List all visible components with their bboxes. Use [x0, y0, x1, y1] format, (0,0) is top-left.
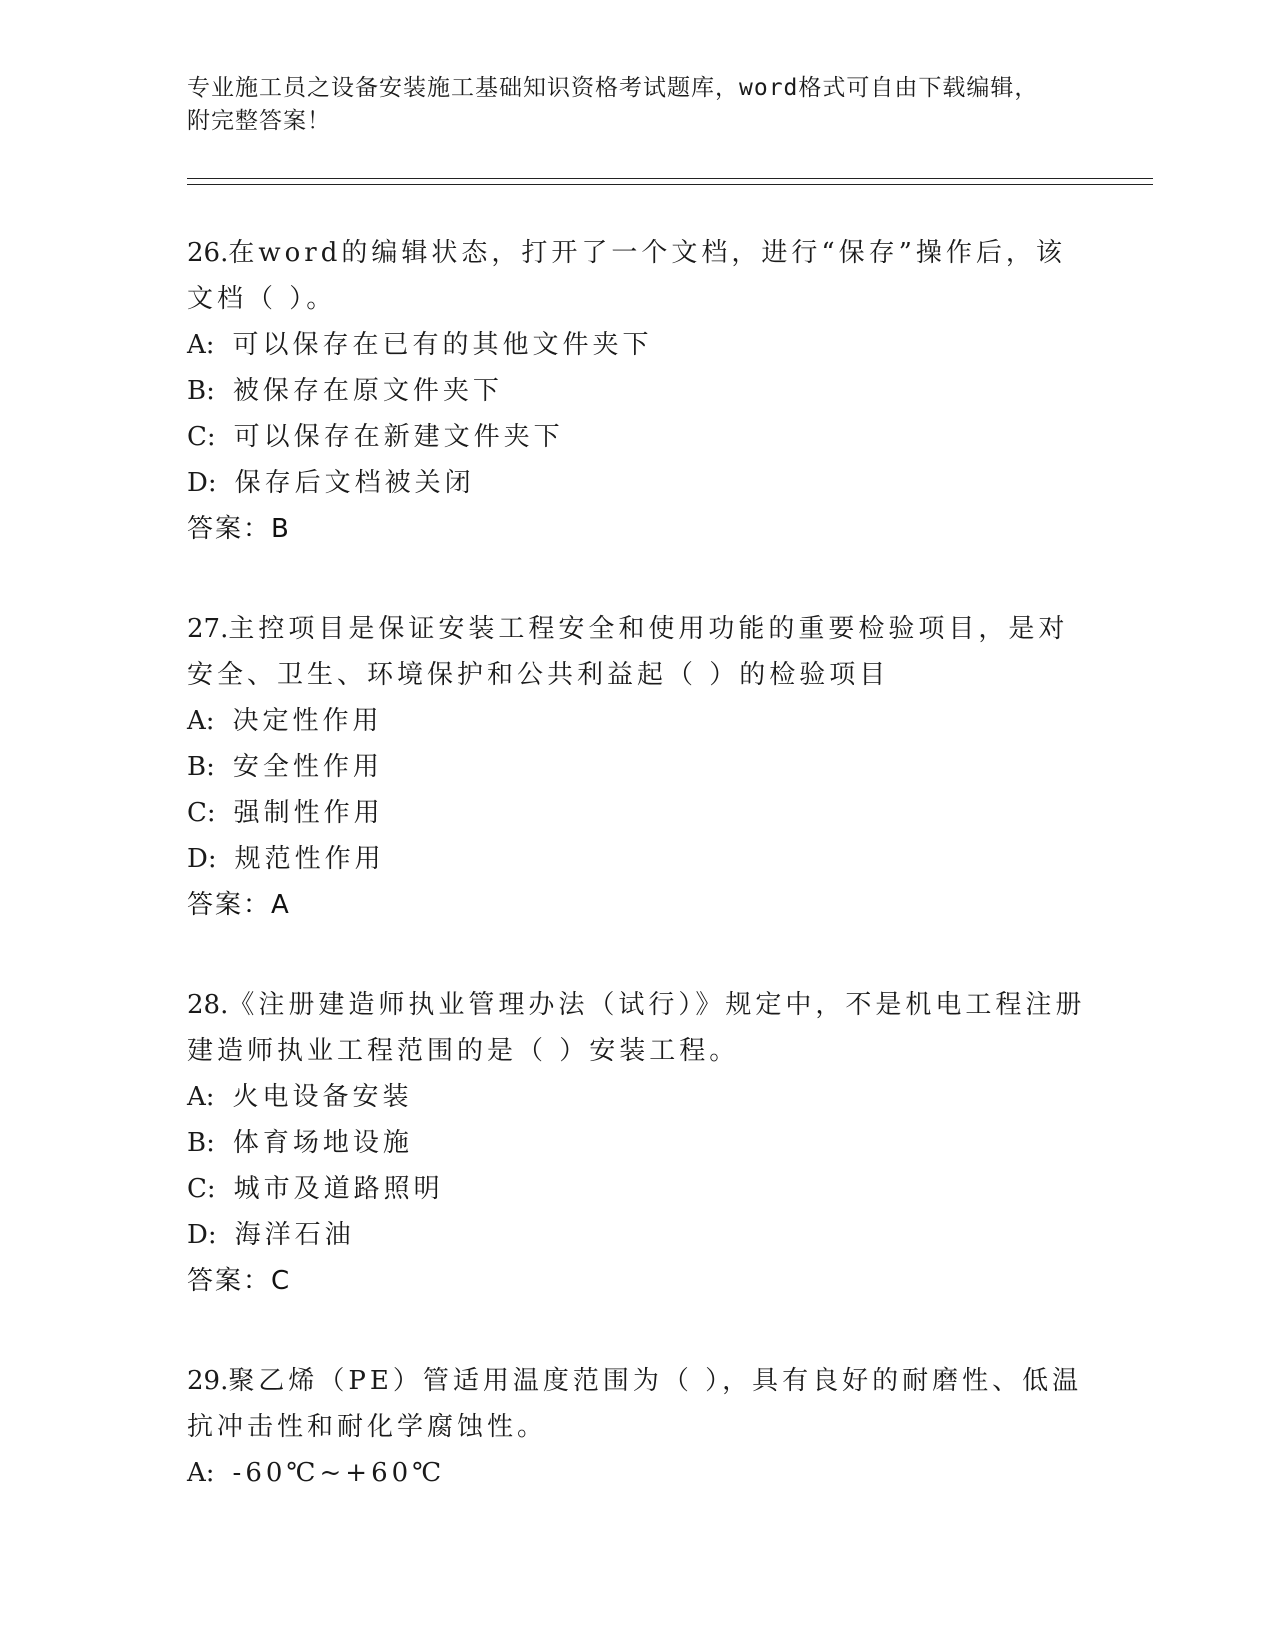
option-c — [187, 1166, 1087, 1212]
answer-line: 答案：A — [187, 890, 291, 920]
header-title-line-1: 专业施工员之设备安装施工基础知识资格考试题库，word格式可自由下载编辑， — [187, 75, 1039, 101]
option-text: 体育场地设施 — [232, 1128, 413, 1158]
option-text: 强制性作用 — [233, 798, 384, 828]
option-text: 被保存在原文件夹下 — [232, 376, 503, 406]
question-stem — [187, 1358, 1087, 1450]
option-text: 可以保存在已有的其他文件夹下 — [232, 330, 653, 360]
question-29 — [187, 1358, 1087, 1496]
question-text: 在word的编辑状态，打开了一个文档，进行“保存”操作后，该文档（ ）。 — [187, 238, 1066, 314]
option-c — [187, 414, 1087, 460]
option-b — [187, 368, 1087, 414]
option-key: B: — [187, 376, 215, 406]
answer-line: 答案：B — [187, 514, 291, 544]
option-key: A: — [187, 1458, 215, 1488]
option-key: A: — [187, 706, 215, 736]
header-divider-top — [187, 178, 1153, 179]
option-a — [187, 322, 1087, 368]
option-key: C: — [187, 798, 216, 828]
question-number: 26. — [187, 238, 229, 268]
option-d — [187, 836, 1087, 882]
option-text: 规范性作用 — [234, 844, 385, 874]
answer-line: 答案：C — [187, 1266, 292, 1296]
option-text: 城市及道路照明 — [233, 1174, 444, 1204]
question-stem — [187, 606, 1087, 698]
option-text: 保存后文档被关闭 — [234, 468, 475, 498]
question-number: 29. — [187, 1366, 229, 1396]
option-text: 决定性作用 — [232, 706, 383, 736]
question-27 — [187, 606, 1087, 928]
option-key: C: — [187, 1174, 216, 1204]
option-text: 海洋石油 — [234, 1220, 355, 1250]
option-key: A: — [187, 1082, 215, 1112]
option-b — [187, 744, 1087, 790]
option-key: C: — [187, 422, 216, 452]
option-d — [187, 460, 1087, 506]
option-key: A: — [187, 330, 215, 360]
header-divider-bottom — [187, 184, 1153, 185]
option-text: 火电设备安装 — [232, 1082, 413, 1112]
question-text: 主控项目是保证安装工程安全和使用功能的重要检验项目，是对安全、卫生、环境保护和公共利益起（ ）的检验项目 — [187, 614, 1069, 690]
option-a — [187, 1074, 1087, 1120]
question-stem — [187, 982, 1087, 1074]
document-header — [187, 72, 1067, 138]
option-key: D: — [187, 468, 217, 498]
option-a — [187, 698, 1087, 744]
option-key: D: — [187, 844, 217, 874]
option-b — [187, 1120, 1087, 1166]
option-text: -60℃~+60℃ — [232, 1458, 446, 1488]
option-text: 安全性作用 — [232, 752, 383, 782]
question-number: 27. — [187, 614, 229, 644]
question-number: 28. — [187, 990, 229, 1020]
question-list — [187, 230, 1087, 1550]
option-key: B: — [187, 1128, 215, 1158]
option-a — [187, 1450, 1087, 1496]
question-text: 《注册建造师执业管理办法（试行）》规定中，不是机电工程注册建造师执业工程范围的是（ ）安装工程。 — [187, 990, 1086, 1066]
header-title-line-2: 附完整答案！ — [187, 108, 331, 134]
question-28 — [187, 982, 1087, 1304]
question-26 — [187, 230, 1087, 552]
option-d — [187, 1212, 1087, 1258]
option-c — [187, 790, 1087, 836]
option-key: D: — [187, 1220, 217, 1250]
question-text: 聚乙烯（PE）管适用温度范围为（ ），具有良好的耐磨性、低温抗冲击性和耐化学腐蚀性。 — [187, 1366, 1083, 1442]
option-text: 可以保存在新建文件夹下 — [233, 422, 564, 452]
question-stem — [187, 230, 1087, 322]
option-key: B: — [187, 752, 215, 782]
